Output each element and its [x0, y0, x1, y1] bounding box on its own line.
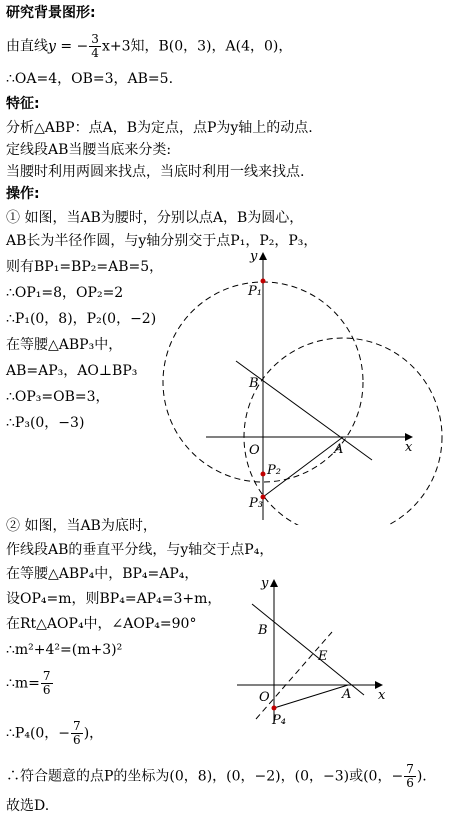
- case2-line-6: ∴m²+4²=(m+3)²: [6, 642, 123, 658]
- point-p4: [272, 706, 277, 711]
- circle-a: [244, 338, 442, 525]
- line-ab: [252, 604, 364, 695]
- fig1-p1-label: P₁: [248, 284, 262, 299]
- case1-line-5: ∴P₁(0，8)，P₂(0，−2): [6, 311, 157, 327]
- point-p2: [261, 472, 266, 477]
- point-p1: [261, 279, 266, 284]
- case1-line-9: ∴P₃(0，−3): [6, 415, 85, 431]
- analysis-line-2: 定线段AB当腰当底来分类:: [6, 142, 172, 158]
- fig2-b-label: B: [258, 623, 268, 638]
- fig2-p4-label: P₄: [272, 713, 286, 724]
- case1-line-1: ① 如图，当AB为腰时，分别以点A，B为圆心，: [6, 210, 304, 226]
- case2-line-3: 在等腰△ABP₄中，BP₄=AP₄，: [6, 566, 199, 582]
- fig2-e-label: E: [318, 649, 328, 664]
- case1-line-8: ∴OP₃=OB=3，: [6, 389, 110, 405]
- answer-line: 故选D.: [6, 798, 50, 814]
- fraction-3-4: $\frac{3}{4}$: [91, 32, 99, 60]
- figure-case2: [232, 574, 392, 724]
- perpendicular-bisector: [256, 632, 332, 719]
- case2-line-4: 设OP₄=m，则BP₄=AP₄=3+m，: [6, 591, 222, 607]
- given-mid: x+3知，B(0，3)，A(4，0)，: [101, 38, 293, 55]
- case1-line-4: ∴OP₁=8，OP₂=2: [6, 285, 124, 301]
- fig1-o-label: O: [249, 443, 260, 458]
- fig2-o-label: O: [259, 690, 270, 705]
- fraction-7-6: $\frac{7}{6}$: [73, 719, 81, 747]
- given-line: 由直线y = − $\frac{3}{4}$ x+3知，B(0，3)，A(4，0)，: [6, 32, 293, 60]
- fraction-7-6: $\frac{7}{6}$: [406, 762, 414, 790]
- case2-line-2: 作线段AB的垂直平分线，与y轴交于点P₄，: [6, 542, 274, 558]
- figure-case1: [160, 245, 450, 525]
- given-prefix: 由直线: [6, 38, 48, 55]
- case1-line-7: AB=AP₃，AO⊥BP₃: [6, 363, 138, 379]
- heading-operation: 操作:: [6, 186, 40, 202]
- heading-feature: 特征:: [6, 96, 40, 112]
- analysis-line-3: 当腰时利用两圆来找点，当底时利用一线来找点.: [6, 164, 305, 180]
- fig1-p2-label: P₂: [267, 463, 281, 478]
- fig2-a-label: A: [342, 687, 352, 702]
- fig2-y-label: y: [261, 576, 269, 591]
- therefore-lengths: ∴OA=4，OB=3，AB=5.: [6, 71, 174, 87]
- fig2-x-label: x: [378, 688, 386, 703]
- fig1-b-label: B: [249, 376, 259, 391]
- conclusion-line: ∴符合题意的点P的坐标为(0，8)，(0，−2)，(0，−3)或(0，− $\frac{7}{6}$ ).: [6, 762, 427, 790]
- case1-line-6: 在等腰△ABP₃中，: [6, 337, 123, 353]
- case1-line-3: 则有BP₁=BP₂=AB=5，: [6, 259, 164, 275]
- analysis-line-1: 分析△ABP：点A，B为定点，点P为y轴上的动点.: [6, 120, 313, 136]
- fraction-7-6: $\frac{7}{6}$: [42, 669, 51, 697]
- case2-line-1: ② 如图，当AB为底时，: [6, 518, 157, 534]
- fig1-y-label: y: [250, 249, 258, 264]
- segment-ap4: [274, 685, 348, 708]
- case2-line-7: ∴m= $\frac{7}{6}$: [6, 669, 51, 697]
- case1-line-2: AB长为半径作圆，与y轴分别交于点P₁，P₂，P₃，: [6, 233, 318, 249]
- case2-line-8: ∴P₄(0，− $\frac{7}{6}$ )，: [6, 719, 104, 747]
- fig1-x-label: x: [405, 440, 413, 455]
- fig1-a-label: A: [334, 442, 344, 457]
- heading-background: 研究背景图形:: [6, 5, 96, 21]
- fig1-p3-label: P₃: [249, 496, 263, 511]
- case2-line-5: 在Rt△AOP₄中，∠AOP₄=90°: [6, 616, 197, 632]
